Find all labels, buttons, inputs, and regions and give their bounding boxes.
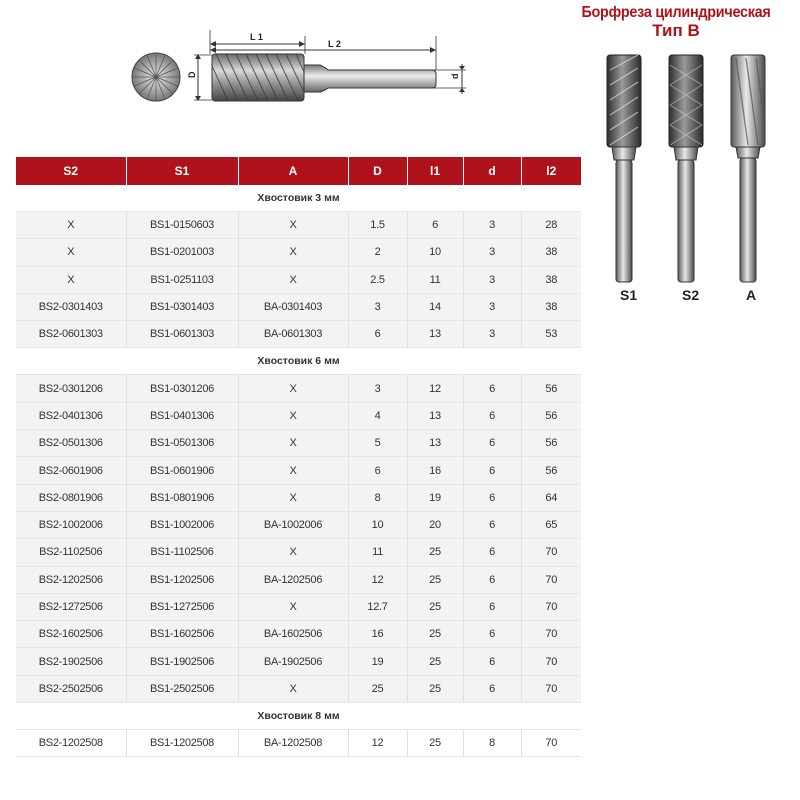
table-cell: 64 xyxy=(521,484,581,511)
table-cell: BS2-0301206 xyxy=(16,375,126,402)
table-cell: 13 xyxy=(407,402,463,429)
table-cell: 25 xyxy=(348,675,407,702)
table-row xyxy=(16,375,581,402)
table-cell: BS2-1902506 xyxy=(16,648,126,675)
table-cell: 3 xyxy=(463,266,521,293)
photo-label-a: A xyxy=(746,287,757,303)
table-cell: 13 xyxy=(407,430,463,457)
table-cell: 12 xyxy=(407,375,463,402)
table-cell: BS1-0201003 xyxy=(126,239,238,266)
col-header: D xyxy=(348,157,407,185)
table-cell: 6 xyxy=(463,511,521,538)
table-cell: 6 xyxy=(348,321,407,348)
table-cell: BS1-0301206 xyxy=(126,375,238,402)
table-row xyxy=(16,648,581,675)
table-row xyxy=(16,402,581,429)
table-cell: 14 xyxy=(407,293,463,320)
table-cell: 53 xyxy=(521,321,581,348)
table-cell: 6 xyxy=(463,457,521,484)
table-cell: 6 xyxy=(348,457,407,484)
table-cell: 3 xyxy=(348,375,407,402)
label-L1: L 1 xyxy=(250,32,263,42)
table-cell: X xyxy=(238,266,348,293)
table-cell: 25 xyxy=(407,621,463,648)
table-cell: 6 xyxy=(463,402,521,429)
table-cell: 70 xyxy=(521,730,581,757)
table-cell: 3 xyxy=(463,212,521,239)
table-cell: 3 xyxy=(463,321,521,348)
table-header-row xyxy=(16,157,581,185)
table-cell: BA-1602506 xyxy=(238,621,348,648)
table-cell: 20 xyxy=(407,511,463,538)
table-cell: 56 xyxy=(521,402,581,429)
table-cell: 6 xyxy=(463,593,521,620)
table-cell: 10 xyxy=(407,239,463,266)
table-cell: 65 xyxy=(521,511,581,538)
table-cell: BS2-1202506 xyxy=(16,566,126,593)
col-header: d xyxy=(463,157,521,185)
table-cell: 8 xyxy=(348,484,407,511)
table-cell: 70 xyxy=(521,648,581,675)
col-header: l1 xyxy=(407,157,463,185)
table-cell: BS1-1902506 xyxy=(126,648,238,675)
group-header-row xyxy=(16,703,581,730)
table-cell: 6 xyxy=(463,539,521,566)
product-title xyxy=(566,4,786,41)
end-view-icon xyxy=(132,53,180,101)
table-cell: 25 xyxy=(407,675,463,702)
group-header-row xyxy=(16,185,581,212)
col-header: l2 xyxy=(521,157,581,185)
table-cell: 6 xyxy=(463,566,521,593)
table-cell: 25 xyxy=(407,539,463,566)
table-cell: 4 xyxy=(348,402,407,429)
table-row xyxy=(16,239,581,266)
table-cell: BS1-0601303 xyxy=(126,321,238,348)
table-cell: 11 xyxy=(348,539,407,566)
table-row xyxy=(16,621,581,648)
table-row xyxy=(16,293,581,320)
table-cell: BS2-0601906 xyxy=(16,457,126,484)
group-title: Хвостовик 3 мм xyxy=(16,185,581,212)
table-cell: 12.7 xyxy=(348,593,407,620)
table-cell: 25 xyxy=(407,566,463,593)
table-cell: BS1-0501306 xyxy=(126,430,238,457)
photo-label-s2: S2 xyxy=(682,287,700,303)
table-cell: 6 xyxy=(463,621,521,648)
technical-drawing xyxy=(120,20,480,110)
table-cell: 38 xyxy=(521,266,581,293)
table-cell: 6 xyxy=(463,675,521,702)
table-cell: BS1-0401306 xyxy=(126,402,238,429)
title-line-2: Тип B xyxy=(652,21,700,40)
table-cell: BS1-0801906 xyxy=(126,484,238,511)
burr-head-icon xyxy=(212,54,304,101)
table-cell: X xyxy=(16,212,126,239)
table-cell: 12 xyxy=(348,730,407,757)
table-cell: 12 xyxy=(348,566,407,593)
burr-s1-icon xyxy=(607,55,641,282)
table-cell: X xyxy=(16,239,126,266)
table-cell: BS1-0301403 xyxy=(126,293,238,320)
label-d: d xyxy=(450,73,460,79)
photo-labels xyxy=(590,287,790,307)
table-cell: 6 xyxy=(463,430,521,457)
table-cell: 19 xyxy=(407,484,463,511)
table-cell: BA-1202508 xyxy=(238,730,348,757)
table-cell: 70 xyxy=(521,621,581,648)
table-cell: 16 xyxy=(407,457,463,484)
table-cell: 2.5 xyxy=(348,266,407,293)
table-cell: BS2-2502506 xyxy=(16,675,126,702)
table-row xyxy=(16,730,581,757)
table-cell: 3 xyxy=(463,239,521,266)
table-row xyxy=(16,566,581,593)
table-cell: X xyxy=(238,212,348,239)
table-cell: BS1-0251103 xyxy=(126,266,238,293)
table-row xyxy=(16,212,581,239)
table-cell: BS2-0501306 xyxy=(16,430,126,457)
table-cell: BS2-1202508 xyxy=(16,730,126,757)
table-cell: BS1-1002006 xyxy=(126,511,238,538)
table-cell: 38 xyxy=(521,293,581,320)
table-cell: BS1-0601906 xyxy=(126,457,238,484)
table-cell: 10 xyxy=(348,511,407,538)
group-title: Хвостовик 8 мм xyxy=(16,703,581,730)
table-cell: BS1-1202508 xyxy=(126,730,238,757)
table-cell: 70 xyxy=(521,593,581,620)
table-cell: 19 xyxy=(348,648,407,675)
table-cell: 11 xyxy=(407,266,463,293)
table-row xyxy=(16,457,581,484)
table-cell: 56 xyxy=(521,375,581,402)
table-cell: BA-1902506 xyxy=(238,648,348,675)
table-cell: X xyxy=(238,402,348,429)
table-row xyxy=(16,321,581,348)
table-cell: 70 xyxy=(521,566,581,593)
table-cell: X xyxy=(238,539,348,566)
table-cell: 8 xyxy=(463,730,521,757)
table-cell: 6 xyxy=(407,212,463,239)
table-cell: BS2-0801906 xyxy=(16,484,126,511)
table-row xyxy=(16,266,581,293)
label-L2: L 2 xyxy=(328,39,341,49)
spec-table xyxy=(16,157,581,757)
table-cell: 70 xyxy=(521,539,581,566)
table-cell: 6 xyxy=(463,375,521,402)
table-cell: BA-1202506 xyxy=(238,566,348,593)
table-cell: X xyxy=(238,239,348,266)
table-cell: BS1-1202506 xyxy=(126,566,238,593)
label-D: D xyxy=(187,71,197,78)
table-cell: BS2-0601303 xyxy=(16,321,126,348)
table-cell: 56 xyxy=(521,457,581,484)
table-cell: BS1-1272506 xyxy=(126,593,238,620)
table-cell: 6 xyxy=(463,484,521,511)
col-header: A xyxy=(238,157,348,185)
group-title: Хвостовик 6 мм xyxy=(16,348,581,375)
table-cell: BS2-0401306 xyxy=(16,402,126,429)
group-header-row xyxy=(16,348,581,375)
shank-icon xyxy=(304,65,436,92)
table-cell: 16 xyxy=(348,621,407,648)
table-row xyxy=(16,593,581,620)
table-cell: BS1-1102506 xyxy=(126,539,238,566)
table-cell: 6 xyxy=(463,648,521,675)
photo-label-s1: S1 xyxy=(620,287,638,303)
table-cell: BS2-1272506 xyxy=(16,593,126,620)
table-cell: 3 xyxy=(463,293,521,320)
table-cell: X xyxy=(238,375,348,402)
table-cell: BS1-1602506 xyxy=(126,621,238,648)
table-cell: BS2-0301403 xyxy=(16,293,126,320)
table-cell: BS1-0150603 xyxy=(126,212,238,239)
table-cell: 25 xyxy=(407,648,463,675)
table-cell: BS2-1602506 xyxy=(16,621,126,648)
table-cell: X xyxy=(16,266,126,293)
table-cell: 25 xyxy=(407,593,463,620)
table-cell: BS1-2502506 xyxy=(126,675,238,702)
table-cell: BA-1002006 xyxy=(238,511,348,538)
table-cell: 1.5 xyxy=(348,212,407,239)
table-cell: X xyxy=(238,593,348,620)
table-cell: 56 xyxy=(521,430,581,457)
table-cell: 5 xyxy=(348,430,407,457)
burr-a-icon xyxy=(731,55,765,282)
title-line-1: Борфреза цилиндрическая xyxy=(581,4,771,21)
table-row xyxy=(16,539,581,566)
col-header: S2 xyxy=(16,157,126,185)
table-cell: 3 xyxy=(348,293,407,320)
table-cell: 13 xyxy=(407,321,463,348)
table-cell: BA-0601303 xyxy=(238,321,348,348)
table-cell: 25 xyxy=(407,730,463,757)
table-row xyxy=(16,675,581,702)
table-row xyxy=(16,430,581,457)
product-photo xyxy=(590,50,790,310)
table-cell: BS2-1002006 xyxy=(16,511,126,538)
table-cell: BS2-1102506 xyxy=(16,539,126,566)
table-cell: 38 xyxy=(521,239,581,266)
table-cell: X xyxy=(238,457,348,484)
table-cell: BA-0301403 xyxy=(238,293,348,320)
col-header: S1 xyxy=(126,157,238,185)
table-cell: 70 xyxy=(521,675,581,702)
burr-s2-icon xyxy=(669,55,703,282)
table-row xyxy=(16,484,581,511)
table-cell: 2 xyxy=(348,239,407,266)
table-cell: X xyxy=(238,430,348,457)
table-cell: X xyxy=(238,675,348,702)
table-cell: 28 xyxy=(521,212,581,239)
table-row xyxy=(16,511,581,538)
table-cell: X xyxy=(238,484,348,511)
